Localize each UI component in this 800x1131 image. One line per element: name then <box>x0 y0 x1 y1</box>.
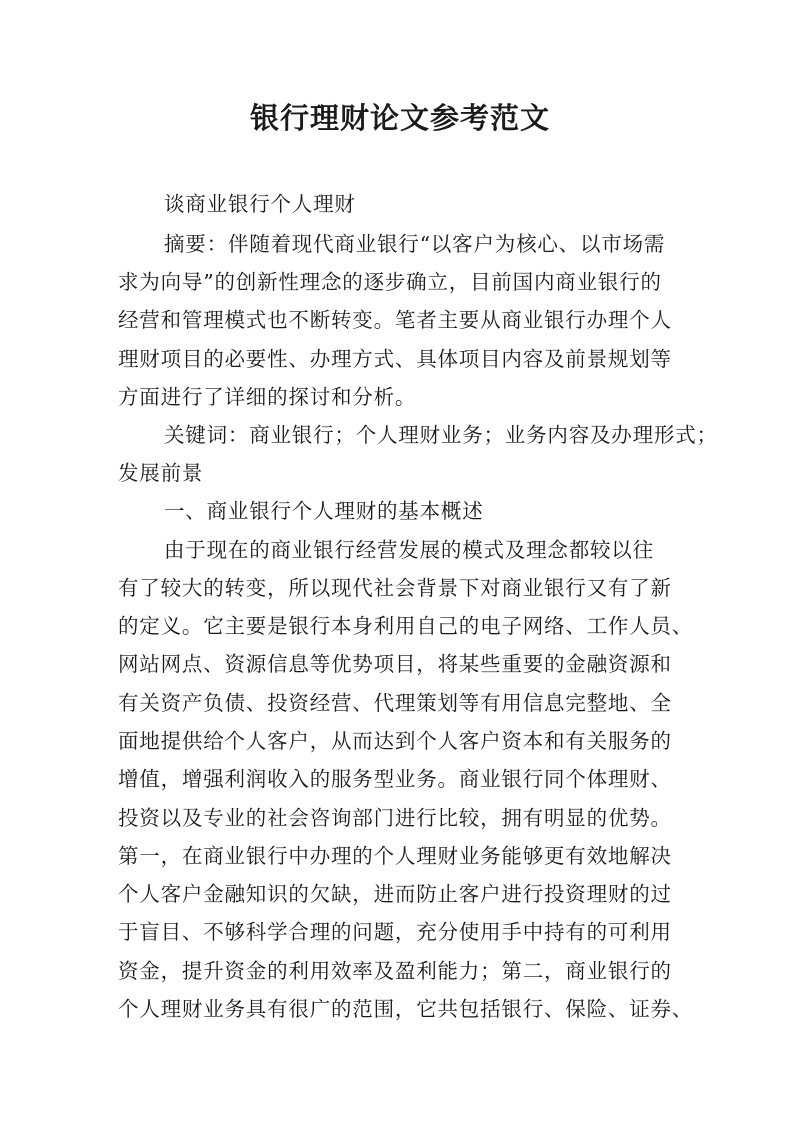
body-line: 的定义。它主要是银行本身利用自己的电子网络、工作人员、 <box>118 614 694 638</box>
abstract-line: 摘要：伴随着现代商业银行“以客户为核心、以市场需 <box>164 232 666 256</box>
keywords-line: 发展前景 <box>118 461 204 485</box>
body-line: 有了较大的转变，所以现代社会背景下对商业银行又有了新 <box>118 576 672 600</box>
body-line: 增值，增强利润收入的服务型业务。商业银行同个体理财、 <box>118 767 672 791</box>
body-line: 由于现在的商业银行经营发展的模式及理念都较以往 <box>164 538 654 562</box>
abstract-line: 方面进行了详细的探讨和分析。 <box>118 385 417 409</box>
subtitle-line: 谈商业银行个人理财 <box>164 192 356 216</box>
body-line: 第一，在商业银行中办理的个人理财业务能够更有效地解决 <box>118 844 672 868</box>
body-line: 资金，提升资金的利用效率及盈利能力；第二，商业银行的 <box>118 959 672 983</box>
abstract-line: 理财项目的必要性、办理方式、具体项目内容及前景规划等 <box>118 347 672 371</box>
document-title: 银行理财论文参考范文 <box>249 101 550 135</box>
body-line: 网站网点、资源信息等优势项目，将某些重要的金融资源和 <box>118 652 672 676</box>
section-heading: 一、商业银行个人理财的基本概述 <box>164 499 484 523</box>
abstract-line: 经营和管理模式也不断转变。笔者主要从商业银行办理个人 <box>118 308 672 332</box>
body-line: 有关资产负债、投资经营、代理策划等有用信息完整地、全 <box>118 691 672 715</box>
body-line: 投资以及专业的社会咨询部门进行比较，拥有明显的优势。 <box>118 806 672 830</box>
body-line: 个人理财业务具有很广的范围，它共包括银行、保险、证券、 <box>118 997 694 1021</box>
abstract-line: 求为向导”的创新性理念的逐步确立，目前国内商业银行的 <box>118 270 662 294</box>
body-line: 于盲目、不够科学合理的问题，充分使用手中持有的可利用 <box>118 920 672 944</box>
body-line: 个人客户金融知识的欠缺，进而防止客户进行投资理财的过 <box>118 882 672 906</box>
body-line: 面地提供给个人客户，从而达到个人客户资本和有关服务的 <box>118 729 672 753</box>
keywords-line: 关键词：商业银行；个人理财业务；业务内容及办理形式； <box>164 423 718 447</box>
